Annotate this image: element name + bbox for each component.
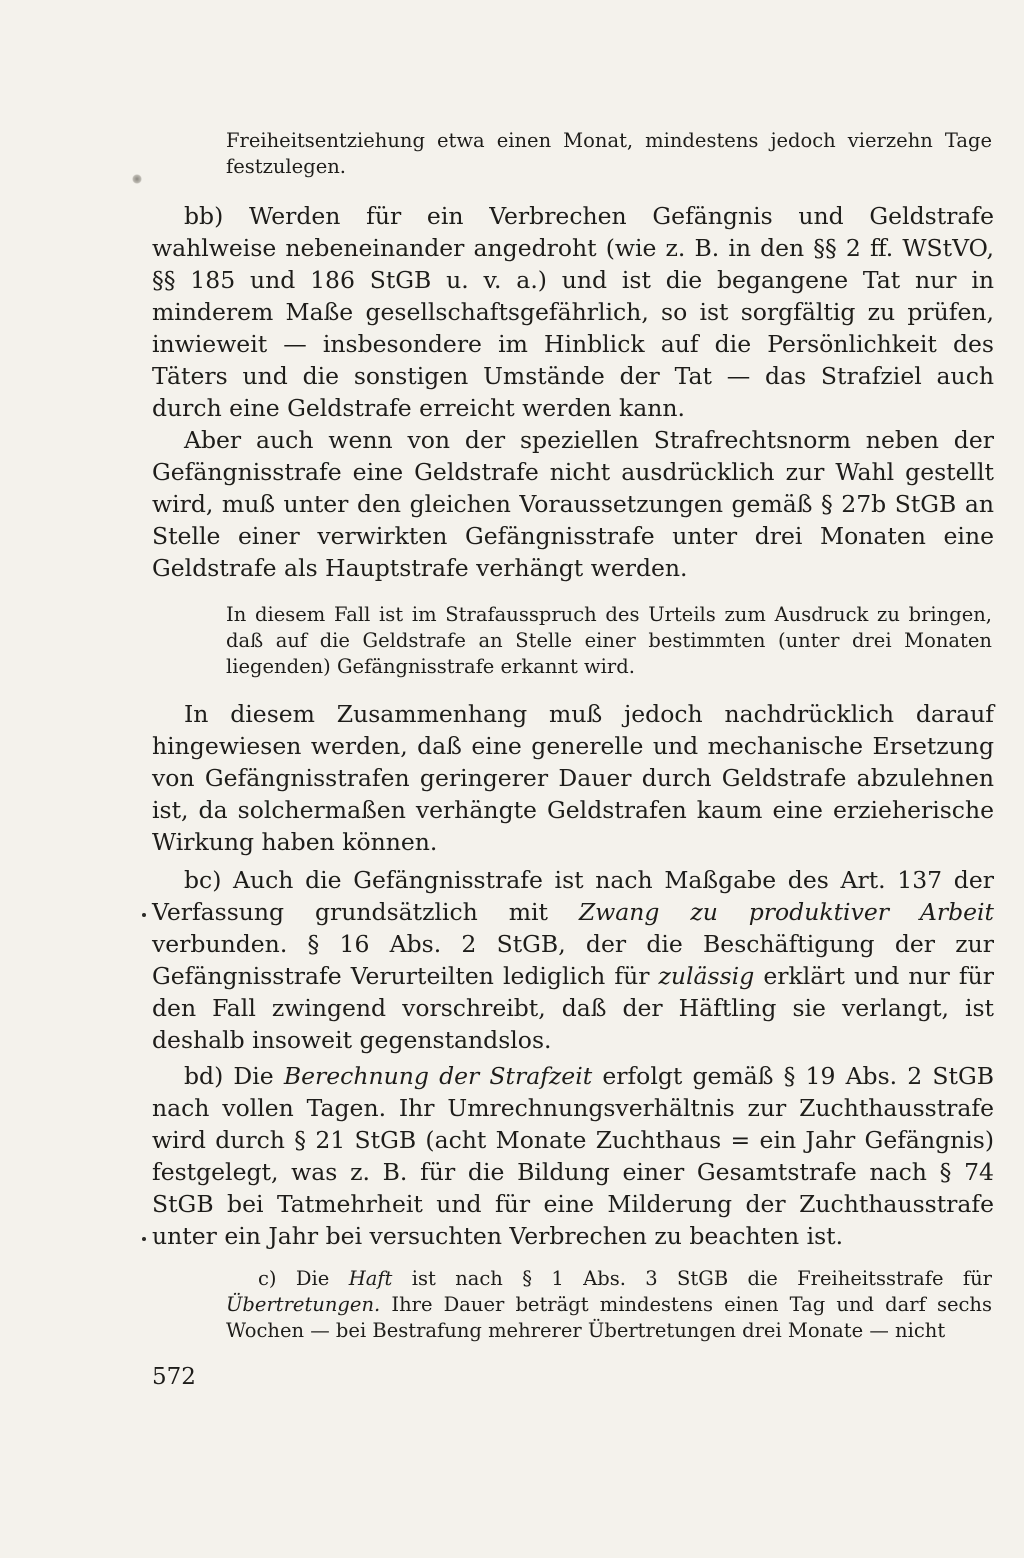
paragraph-zusammenhang: In diesem Zusammenhang muß jedoch nachdrücklich darauf hingewiesen werden, daß eine generelle und mechanische Ersetzung von Gefängnisstrafen geringerer Dauer durch Geldstrafe abzulehnen ist, da solchermaßen verhängte Geldstrafen kaum eine erzieherische Wirkung haben können. bbox=[152, 700, 994, 856]
text-run: bc) Auch die Gefängnisstrafe ist nach Maßgabe des Art. 137 der Verfassung grundsätzlich mit bbox=[152, 866, 994, 926]
paragraph-bd bbox=[152, 1060, 994, 1252]
text-run: erklärt und nur für den Fall zwingend vorschreibt, daß der Häftling sie verlangt, ist deshalb insoweit gegenstandslos. bbox=[152, 962, 994, 1054]
paragraph-geldstrafe: Aber auch wenn von der speziellen Strafrechtsnorm neben der Gefängnisstrafe eine Geldstrafe nicht ausdrücklich zur Wahl gestellt wird, muß unter den gleichen Voraussetzungen gemäß § 27b StGB an Stelle einer verwirkten Gefängnisstrafe unter drei Monaten eine Geldstrafe als Hauptstrafe verhängt werden. bbox=[152, 426, 994, 582]
text-run: erfolgt gemäß § 19 Abs. 2 StGB nach vollen Tagen. Ihr Umrechnungsverhältnis zur Zuchthausstrafe wird durch § 21 StGB (acht Monate Zuchthaus = ein Jahr Gefängnis) festgelegt, was z. B. für die Bildung einer Gesamtstrafe nach § 74 StGB bei Tatmehrheit und für eine Milderung der Zuchthausstrafe unter ein Jahr bei versuchten Verbrechen zu beachten ist. bbox=[152, 1062, 994, 1250]
paragraph-bc bbox=[152, 864, 994, 1056]
emphasis-haft: Haft bbox=[348, 1267, 393, 1290]
emphasis-zwang: Zwang zu produktiver Arbeit bbox=[578, 898, 994, 926]
emphasis-strafzeit: Berechnung der Strafzeit bbox=[283, 1062, 593, 1090]
note-strafausspruch: In diesem Fall ist im Strafausspruch des Urteils zum Ausdruck zu bringen, daß auf die Geldstrafe an Stelle einer bestimmten (unter drei Monaten liegenden) Gefängnisstrafe erkannt wird. bbox=[226, 603, 992, 678]
paragraph-bb: bb) Werden für ein Verbrechen Gefängnis und Geldstrafe wahlweise nebeneinander angedroht (wie z. B. in den §§ 2 ff. WStVO, §§ 185 und 186 StGB u. v. a.) und ist die begangene Tat nur in minderem Maße gesellschaftsgefährlich, so ist sorgfältig zu prüfen, inwieweit — insbesondere im Hinblick auf die Persönlichkeit des Täters und die sonstigen Umstände der Tat — das Strafziel auch durch eine Geldstrafe erreicht werden kann. bbox=[152, 202, 994, 422]
emphasis-zulaessig: zulässig bbox=[658, 962, 755, 990]
ink-dot bbox=[142, 913, 146, 917]
ink-dot bbox=[142, 1237, 146, 1241]
text-run: verbunden. § 16 Abs. 2 StGB, der die Beschäftigung der zur Gefängnisstrafe Verurteilten lediglich für bbox=[152, 930, 994, 990]
paragraph-continuation: Freiheitsentziehung etwa einen Monat, mindestens jedoch vierzehn Tage festzulegen. bbox=[226, 129, 992, 178]
text-run: bd) Die bbox=[184, 1062, 284, 1090]
paper-speck bbox=[132, 174, 142, 184]
page-number: 572 bbox=[152, 1364, 196, 1390]
text-run: Ihre Dauer beträgt mindestens einen Tag und darf sechs Wochen — bei Bestrafung mehrerer Übertretungen drei Monate — nicht bbox=[226, 1293, 992, 1342]
text-run: c) Die bbox=[258, 1267, 349, 1290]
text-run: ist nach § 1 Abs. 3 StGB die Freiheitsstrafe für bbox=[392, 1267, 992, 1290]
paragraph-haft bbox=[226, 1266, 992, 1344]
emphasis-uebertretungen: Übertretungen. bbox=[226, 1293, 381, 1316]
